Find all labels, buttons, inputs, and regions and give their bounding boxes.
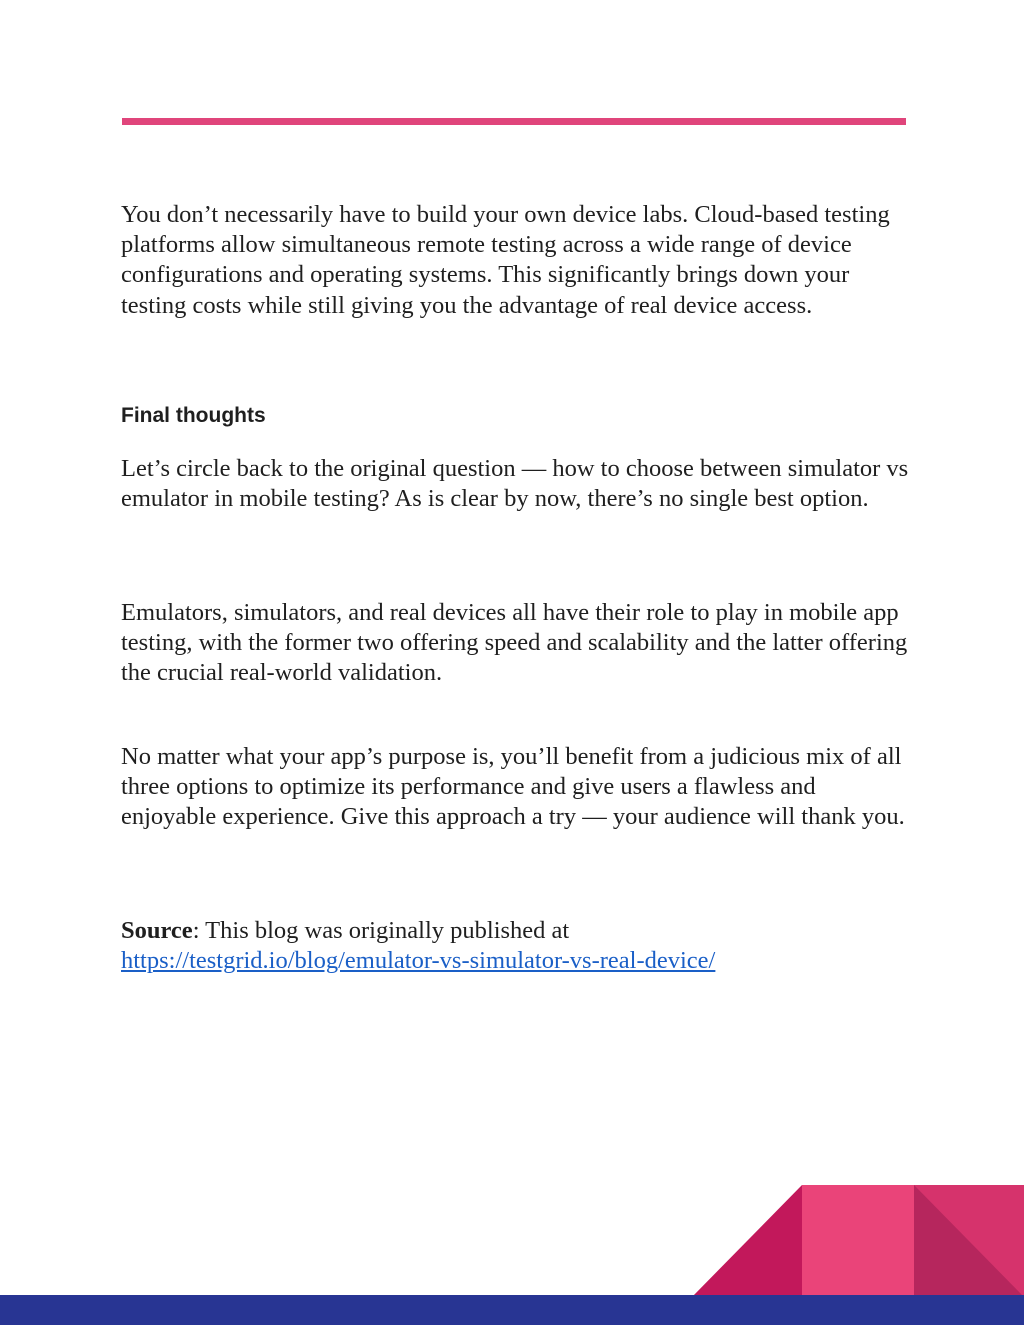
source-label: Source	[121, 917, 193, 944]
section-heading: Final thoughts	[121, 404, 266, 427]
source-link[interactable]: https://testgrid.io/blog/emulator-vs-simulator-vs-real-device/	[121, 947, 716, 975]
conclusion-paragraph-2: Emulators, simulators, and real devices all have their role to play in mobile app testing, with the former two offering speed and scalability and the latter offering the crucial real-world validation.	[121, 599, 908, 687]
conclusion-paragraph-3: No matter what your app’s purpose is, you’ll benefit from a judicious mix of all three options to optimize its performance and give users a flawless and enjoyable experience. Give this approach a try — your audience will thank you.	[121, 743, 905, 831]
top-accent-rule	[122, 118, 906, 125]
conclusion-paragraph-1: Let’s circle back to the original question — how to choose between simulator vs emulator in mobile testing? As is clear by now, there’s no single best option.	[121, 455, 909, 513]
source-block	[121, 916, 911, 976]
corner-decoration	[692, 1185, 1024, 1297]
intro-paragraph: You don’t necessarily have to build your own device labs. Cloud-based testing platforms allow simultaneous remote testing across a wide range of device configurations and operating systems. This significantly brings down your testing costs while still giving you the advantage of real device access.	[121, 201, 890, 319]
source-text: : This blog was originally published at	[192, 917, 570, 944]
footer-band	[0, 1295, 1024, 1325]
